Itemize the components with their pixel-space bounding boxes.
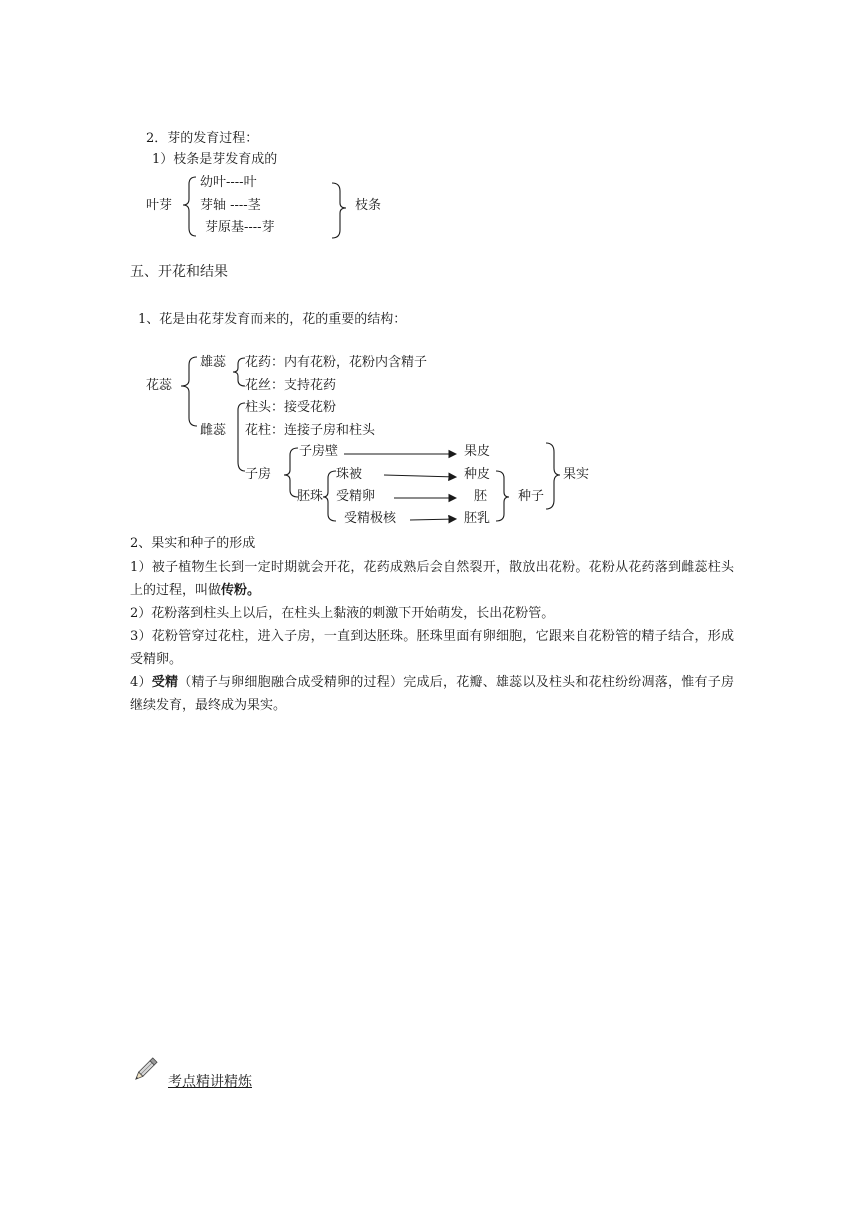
seed-coat-label: 种皮 bbox=[464, 467, 491, 482]
ovary-wall-label: 子房壁 bbox=[299, 444, 339, 459]
filament-label: 花丝：支持花药 bbox=[245, 378, 337, 393]
pericarp-label: 果皮 bbox=[464, 444, 491, 459]
bud-subheading: 1）枝条是芽发育成的 bbox=[152, 152, 278, 167]
stamen-label: 雄蕊 bbox=[200, 355, 227, 370]
bold-term: 受精 bbox=[151, 675, 179, 690]
bud-item: 芽轴 ----茎 bbox=[200, 198, 261, 213]
bud-right-label: 枝条 bbox=[355, 198, 382, 213]
bud-left-label: 叶芽 bbox=[146, 198, 173, 213]
bud-right-brace bbox=[332, 183, 346, 238]
anther-label: 花药：内有花粉，花粉内含精子 bbox=[245, 355, 428, 370]
stigma-label: 柱头：接受花粉 bbox=[245, 400, 337, 415]
ovary-label: 子房 bbox=[245, 467, 272, 482]
paragraph-text: 4） bbox=[130, 675, 152, 690]
formation-heading: 2、果实和种子的形成 bbox=[130, 536, 256, 551]
pistil-label: 雌蕊 bbox=[200, 423, 227, 438]
polar-nuclei-label: 受精极核 bbox=[344, 511, 397, 526]
fruit-brace bbox=[546, 443, 560, 509]
section-item-1: 1、花是由花芽发育而来的，花的重要的结构： bbox=[138, 312, 407, 327]
arrow-integument bbox=[384, 475, 456, 477]
formation-paragraph-1 bbox=[130, 556, 734, 602]
paragraph-text: 1）被子植物生长到一定时期就会开花，花药成熟后会自然裂开，散放出花粉。花粉从花药落到雌蕊柱头上的过程，叫做 bbox=[130, 560, 734, 598]
paragraph-text: （精子与卵细胞融合成受精卵的过程）完成后，花瓣、雄蕊以及柱头和花柱纷纷凋落，惟有子房继续发育，最终成为果实。 bbox=[130, 675, 734, 713]
ovule-brace bbox=[323, 471, 336, 521]
arrow-polar bbox=[410, 519, 456, 520]
flower-root-label: 花蕊 bbox=[146, 378, 173, 393]
pistil-brace bbox=[238, 403, 245, 471]
bud-item: 芽原基----芽 bbox=[205, 220, 275, 235]
pencil-icon bbox=[130, 1055, 160, 1085]
formation-paragraph-3: 3）花粉管穿过花柱，进入子房，一直到达胚珠。胚珠里面有卵细胞，它跟来自花粉管的精子结合，形成受精卵。 bbox=[130, 629, 734, 667]
footer-title: 考点精讲精炼 bbox=[168, 1074, 252, 1090]
bud-left-brace bbox=[183, 177, 196, 236]
flower-root-brace bbox=[181, 357, 197, 426]
seed-label: 种子 bbox=[518, 489, 545, 504]
bold-term: 传粉。 bbox=[221, 583, 261, 598]
ovary-brace bbox=[284, 448, 298, 497]
seed-brace bbox=[496, 471, 509, 521]
integument-label: 珠被 bbox=[336, 467, 363, 482]
embryo-label: 胚 bbox=[474, 489, 488, 504]
ovule-label: 胚珠 bbox=[297, 489, 324, 504]
section-title: 五、开花和结果 bbox=[130, 264, 228, 280]
stamen-brace bbox=[233, 358, 245, 386]
formation-paragraph-4 bbox=[130, 671, 734, 717]
style-label: 花柱：连接子房和柱头 bbox=[245, 423, 376, 438]
formation-paragraph-2: 2）花粉落到柱头上以后，在柱头上黏液的刺激下开始萌发，长出花粉管。 bbox=[130, 606, 555, 621]
bud-heading: 2．芽的发育过程： bbox=[146, 131, 259, 146]
bud-item: 幼叶----叶 bbox=[200, 175, 257, 190]
fruit-label: 果实 bbox=[563, 467, 590, 482]
endosperm-label: 胚乳 bbox=[464, 511, 491, 526]
fertilized-egg-label: 受精卵 bbox=[336, 489, 376, 504]
